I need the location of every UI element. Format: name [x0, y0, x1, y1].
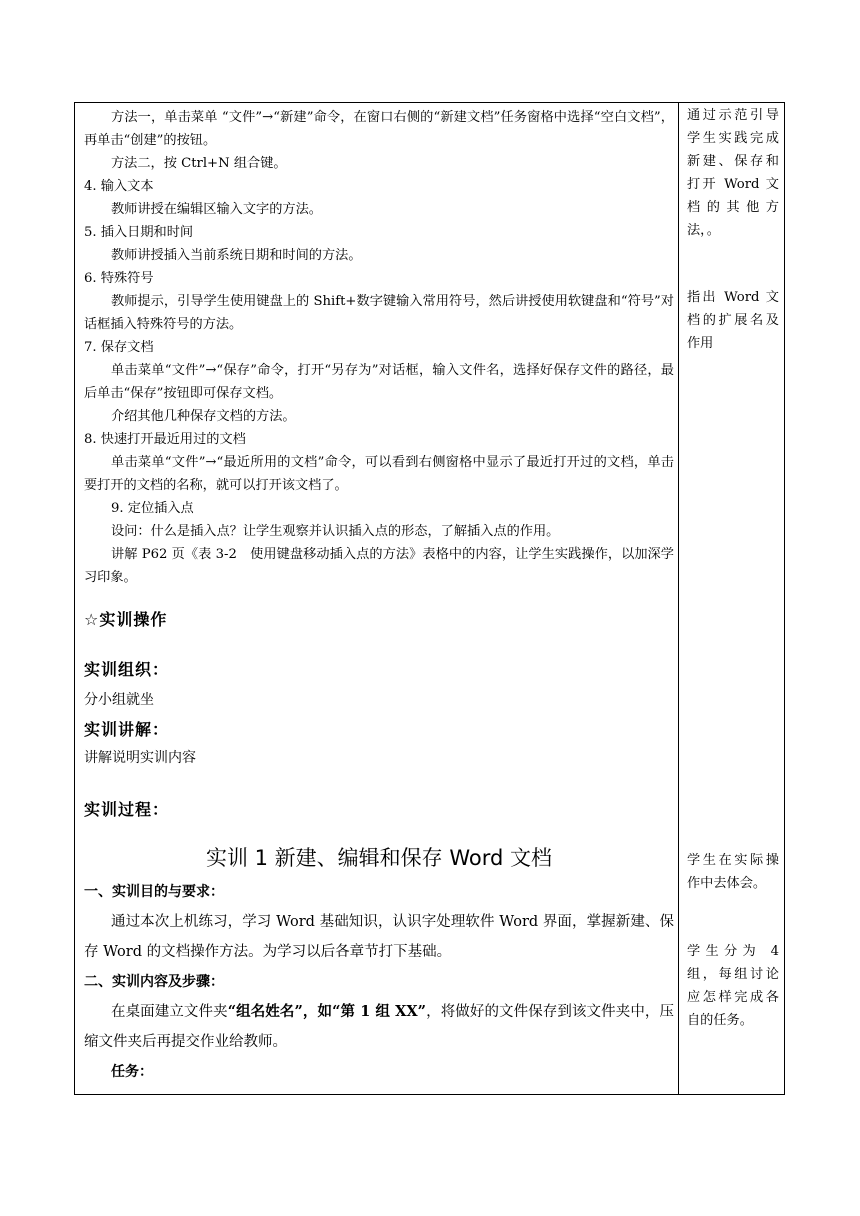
step-6-heading: 6. 特殊符号	[84, 271, 154, 286]
step-6-text: 教师提示，引导学生使用键盘上的 Shift+数字键输入常用符号，然后讲授使用软键盘和“符号”对话框插入特殊符号的方法。	[84, 294, 674, 332]
goal-text: 通过本次上机练习，学习 Word 基础知识，认识字处理软件 Word 界面，掌握新建、保存 Word 的文档操作方法。为学习以后各章节打下基础。	[84, 914, 674, 960]
step-4-text: 教师讲授在编辑区输入文字的方法。	[111, 202, 322, 217]
organization-text: 分小组就坐	[84, 692, 154, 708]
step-5-text: 教师讲授插入当前系统日期和时间的方法。	[111, 248, 362, 263]
lab-body	[84, 877, 674, 1087]
goal-heading: 一、实训目的与要求：	[84, 884, 224, 900]
steps-text	[84, 997, 674, 1057]
practice-heading: ☆实训操作	[84, 610, 168, 629]
organization-heading: 实训组织：	[84, 660, 170, 679]
step-9-question: 设问：什么是插入点？让学生观察并认识插入点的形态，了解插入点的作用。	[111, 524, 560, 539]
explanation-heading: 实训讲解：	[84, 720, 170, 739]
column-divider	[678, 103, 679, 1094]
step-9-heading: 9. 定位插入点	[111, 501, 194, 516]
step-8-heading: 8. 快速打开最近用过的文档	[84, 432, 246, 447]
paragraph-method-two: 方法二，按 Ctrl+N 组合键。	[111, 156, 287, 171]
paragraph-method-one: 方法一，单击菜单 “文件”→“新建”命令，在窗口右侧的“新建文档”任务窗格中选择“空白文档”，再单击“创建”的按钮。	[84, 110, 674, 148]
side-note-demo: 通过示范引导学生实践完成新建、保存和打开 Word 文档的其他方法，。	[687, 108, 779, 238]
step-7-text: 单击菜单“文件”→“保存”命令，打开“另存为”对话框，输入文件名，选择好保存文件的路径，最后单击“保存”按钮即可保存文档。	[84, 363, 674, 401]
side-note-practice: 学生在实际操作中去体会。	[687, 853, 779, 891]
lab-title: 实训 1 新建、编辑和保存 Word 文档	[205, 846, 553, 870]
step-9-text: 讲解 P62 页《表 3-2 使用键盘移动插入点的方法》表格中的内容，让学生实践操作，以加深学习印象。	[84, 547, 674, 585]
main-column	[84, 106, 674, 1080]
explanation-text: 讲解说明实训内容	[84, 750, 196, 766]
side-note-extension: 指出 Word 文档的扩展名及作用	[687, 290, 779, 351]
process-heading: 实训过程：	[84, 800, 170, 819]
lesson-table	[74, 102, 785, 1095]
step-7-heading: 7. 保存文档	[84, 340, 154, 355]
steps-text-post: ，将做好的文件保存到该文件夹中，压缩文件夹后再提交作业给教师。	[84, 1004, 674, 1050]
steps-text-bold: “组名姓名”，如“第 1 组 XX”	[227, 1003, 427, 1020]
step-7-extra: 介绍其他几种保存文档的方法。	[111, 409, 296, 424]
task-label: 任务：	[111, 1064, 153, 1080]
steps-heading: 二、实训内容及步骤：	[84, 974, 224, 990]
steps-text-pre: 在桌面建立文件夹	[111, 1004, 228, 1020]
side-note-groups: 学生分为 4 组，每组讨论应怎样完成各自的任务。	[687, 944, 779, 1028]
step-4-heading: 4. 输入文本	[84, 179, 154, 194]
step-8-text: 单击菜单“文件”→“最近所用的文档”命令，可以看到右侧窗格中显示了最近打开过的文档，单击要打开的文档的名称，就可以打开该文档了。	[84, 455, 674, 493]
step-5-heading: 5. 插入日期和时间	[84, 225, 194, 240]
